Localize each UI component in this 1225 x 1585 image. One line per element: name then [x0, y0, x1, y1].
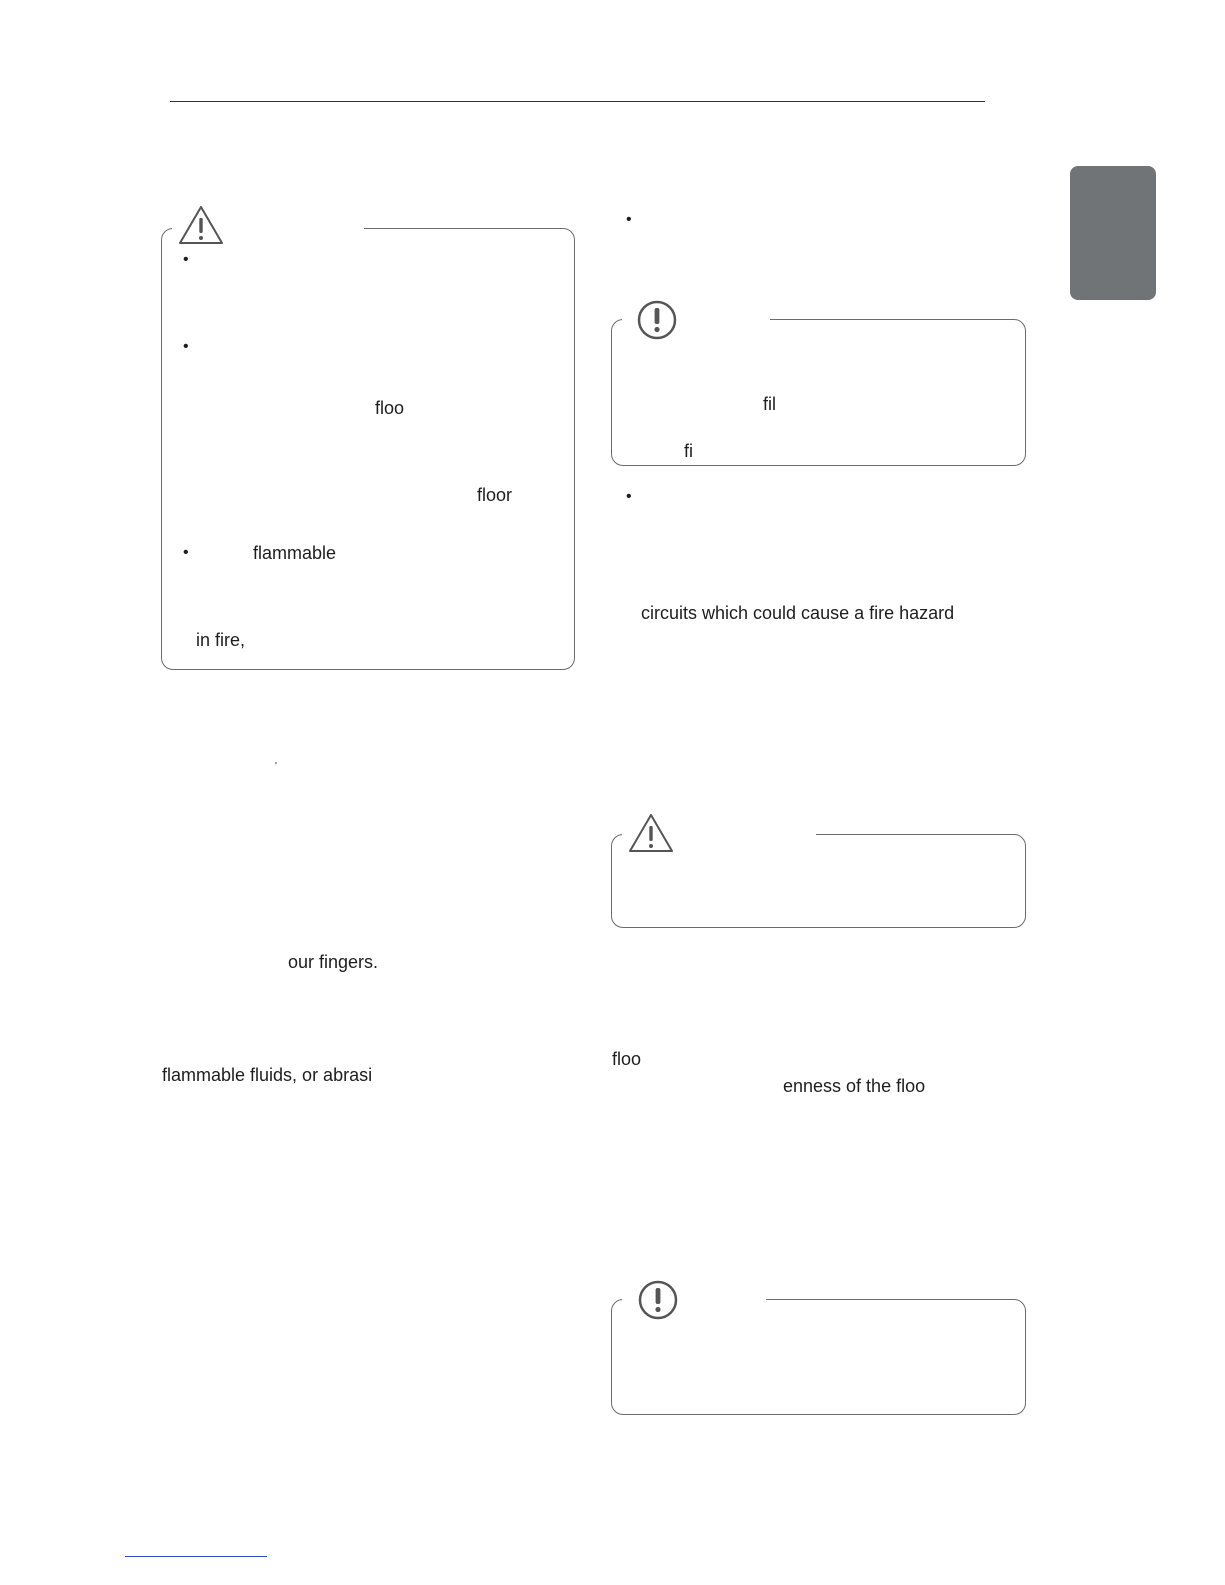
warning-triangle-icon: [177, 204, 225, 246]
warning-fragment-in-fire: in fire,: [196, 630, 246, 650]
exclamation-circle-icon: [637, 1279, 679, 1321]
right-evenness-text: enness of the floo: [783, 1076, 926, 1096]
warning-box: [161, 228, 575, 670]
header-rule: [170, 101, 985, 102]
right-bullet-2: •: [626, 488, 632, 505]
right-circuits-text: circuits which could cause a fire hazard: [641, 603, 955, 623]
warning-bullet-3: •: [183, 544, 189, 561]
exclamation-circle-icon: [636, 299, 678, 341]
right-bullet-1: •: [626, 211, 632, 228]
warning-fragment-floo: floo: [375, 398, 405, 418]
warning-triangle-icon: [627, 812, 675, 854]
warning-bullet-1: •: [183, 251, 189, 268]
right-floo-text: floo: [612, 1049, 642, 1069]
footer-link-underline: [125, 1556, 267, 1557]
warning-bullet-2: •: [183, 338, 189, 355]
warning-fragment-floor: floor: [477, 485, 513, 505]
note-fragment-fil: fil: [763, 394, 776, 414]
left-flammable-fluids-text: flammable fluids, or abrasi: [162, 1065, 373, 1085]
section-tab: [1070, 166, 1156, 300]
warning-fragment-flammable: flammable: [253, 543, 337, 563]
left-small-mark: ': [275, 761, 277, 772]
left-fingers-text: our fingers.: [288, 952, 379, 972]
note-fragment-fi: fi: [684, 441, 693, 461]
note-box-top: [611, 319, 1026, 466]
